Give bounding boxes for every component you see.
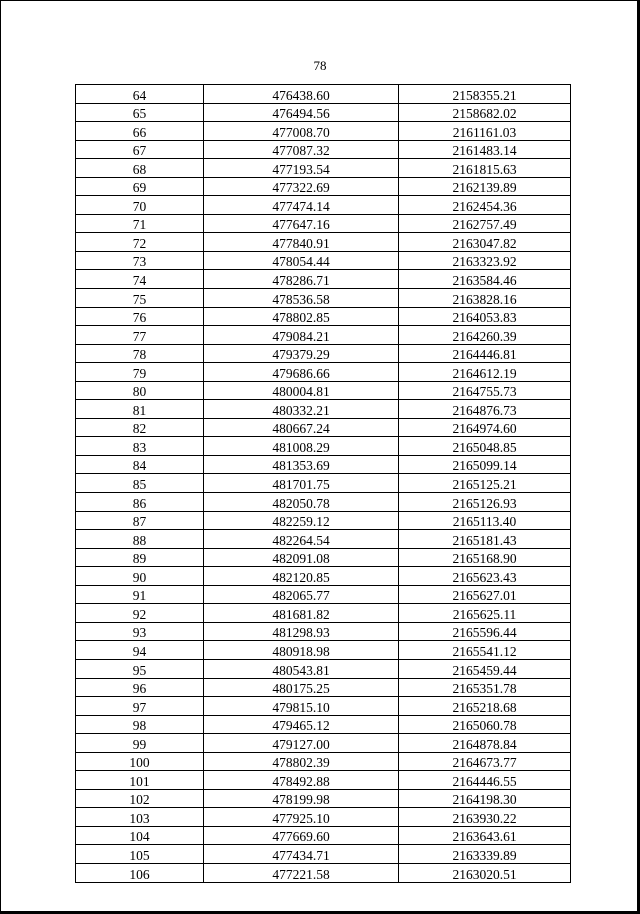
point-number-cell: 71 xyxy=(76,214,204,233)
table-row xyxy=(76,344,571,363)
x-coordinate-cell: 482259.12 xyxy=(204,511,399,530)
x-coordinate-cell: 479465.12 xyxy=(204,715,399,734)
y-coordinate-cell: 2163643.61 xyxy=(399,826,571,845)
x-coordinate-cell: 477647.16 xyxy=(204,214,399,233)
table-row xyxy=(76,659,571,678)
point-number-cell: 67 xyxy=(76,140,204,159)
y-coordinate-cell: 2163828.16 xyxy=(399,289,571,308)
point-number-cell: 87 xyxy=(76,511,204,530)
y-coordinate-cell: 2163584.46 xyxy=(399,270,571,289)
x-coordinate-cell: 477008.70 xyxy=(204,122,399,141)
x-coordinate-cell: 480175.25 xyxy=(204,678,399,697)
point-number-cell: 97 xyxy=(76,697,204,716)
table-row xyxy=(76,196,571,215)
x-coordinate-cell: 479127.00 xyxy=(204,734,399,753)
point-number-cell: 66 xyxy=(76,122,204,141)
point-number-cell: 64 xyxy=(76,85,204,104)
y-coordinate-cell: 2164053.83 xyxy=(399,307,571,326)
x-coordinate-cell: 478492.88 xyxy=(204,771,399,790)
x-coordinate-cell: 476438.60 xyxy=(204,85,399,104)
point-number-cell: 65 xyxy=(76,103,204,122)
x-coordinate-cell: 477925.10 xyxy=(204,808,399,827)
y-coordinate-cell: 2164974.60 xyxy=(399,418,571,437)
y-coordinate-cell: 2165623.43 xyxy=(399,567,571,586)
point-number-cell: 83 xyxy=(76,437,204,456)
point-number-cell: 95 xyxy=(76,659,204,678)
y-coordinate-cell: 2165541.12 xyxy=(399,641,571,660)
point-number-cell: 104 xyxy=(76,826,204,845)
table-row xyxy=(76,863,571,882)
x-coordinate-cell: 480332.21 xyxy=(204,400,399,419)
point-number-cell: 99 xyxy=(76,734,204,753)
coordinates-table xyxy=(75,84,571,883)
x-coordinate-cell: 478286.71 xyxy=(204,270,399,289)
point-number-cell: 72 xyxy=(76,233,204,252)
x-coordinate-cell: 481008.29 xyxy=(204,437,399,456)
x-coordinate-cell: 477669.60 xyxy=(204,826,399,845)
y-coordinate-cell: 2165113.40 xyxy=(399,511,571,530)
point-number-cell: 93 xyxy=(76,622,204,641)
table-row xyxy=(76,437,571,456)
table-row xyxy=(76,678,571,697)
point-number-cell: 100 xyxy=(76,752,204,771)
x-coordinate-cell: 481298.93 xyxy=(204,622,399,641)
table-row xyxy=(76,734,571,753)
x-coordinate-cell: 477474.14 xyxy=(204,196,399,215)
y-coordinate-cell: 2165126.93 xyxy=(399,493,571,512)
point-number-cell: 78 xyxy=(76,344,204,363)
table-row xyxy=(76,122,571,141)
y-coordinate-cell: 2164198.30 xyxy=(399,789,571,808)
point-number-cell: 69 xyxy=(76,177,204,196)
y-coordinate-cell: 2158682.02 xyxy=(399,103,571,122)
table-row xyxy=(76,715,571,734)
y-coordinate-cell: 2165181.43 xyxy=(399,530,571,549)
y-coordinate-cell: 2164260.39 xyxy=(399,326,571,345)
x-coordinate-cell: 480667.24 xyxy=(204,418,399,437)
y-coordinate-cell: 2164755.73 xyxy=(399,381,571,400)
x-coordinate-cell: 478802.39 xyxy=(204,752,399,771)
point-number-cell: 91 xyxy=(76,585,204,604)
y-coordinate-cell: 2162139.89 xyxy=(399,177,571,196)
y-coordinate-cell: 2163339.89 xyxy=(399,845,571,864)
table-row xyxy=(76,400,571,419)
x-coordinate-cell: 478536.58 xyxy=(204,289,399,308)
table-row xyxy=(76,474,571,493)
table-row xyxy=(76,845,571,864)
y-coordinate-cell: 2164673.77 xyxy=(399,752,571,771)
x-coordinate-cell: 476494.56 xyxy=(204,103,399,122)
table-row xyxy=(76,159,571,178)
x-coordinate-cell: 477193.54 xyxy=(204,159,399,178)
x-coordinate-cell: 481681.82 xyxy=(204,604,399,623)
table-row xyxy=(76,511,571,530)
point-number-cell: 82 xyxy=(76,418,204,437)
y-coordinate-cell: 2161815.63 xyxy=(399,159,571,178)
y-coordinate-cell: 2164876.73 xyxy=(399,400,571,419)
x-coordinate-cell: 479379.29 xyxy=(204,344,399,363)
y-coordinate-cell: 2163047.82 xyxy=(399,233,571,252)
x-coordinate-cell: 480918.98 xyxy=(204,641,399,660)
table-row xyxy=(76,251,571,270)
y-coordinate-cell: 2165218.68 xyxy=(399,697,571,716)
table-row xyxy=(76,548,571,567)
table-row xyxy=(76,808,571,827)
y-coordinate-cell: 2161483.14 xyxy=(399,140,571,159)
point-number-cell: 81 xyxy=(76,400,204,419)
y-coordinate-cell: 2163323.92 xyxy=(399,251,571,270)
y-coordinate-cell: 2164446.81 xyxy=(399,344,571,363)
x-coordinate-cell: 479815.10 xyxy=(204,697,399,716)
y-coordinate-cell: 2162454.36 xyxy=(399,196,571,215)
table-row xyxy=(76,826,571,845)
table-row xyxy=(76,103,571,122)
point-number-cell: 103 xyxy=(76,808,204,827)
point-number-cell: 85 xyxy=(76,474,204,493)
table-row xyxy=(76,177,571,196)
x-coordinate-cell: 482264.54 xyxy=(204,530,399,549)
table-row xyxy=(76,697,571,716)
point-number-cell: 80 xyxy=(76,381,204,400)
x-coordinate-cell: 477322.69 xyxy=(204,177,399,196)
y-coordinate-cell: 2165627.01 xyxy=(399,585,571,604)
table-row xyxy=(76,567,571,586)
y-coordinate-cell: 2163930.22 xyxy=(399,808,571,827)
y-coordinate-cell: 2165060.78 xyxy=(399,715,571,734)
x-coordinate-cell: 480004.81 xyxy=(204,381,399,400)
table-row xyxy=(76,214,571,233)
y-coordinate-cell: 2165099.14 xyxy=(399,455,571,474)
table-row xyxy=(76,493,571,512)
x-coordinate-cell: 480543.81 xyxy=(204,659,399,678)
point-number-cell: 105 xyxy=(76,845,204,864)
y-coordinate-cell: 2165625.11 xyxy=(399,604,571,623)
y-coordinate-cell: 2163020.51 xyxy=(399,863,571,882)
x-coordinate-cell: 477087.32 xyxy=(204,140,399,159)
table-row xyxy=(76,455,571,474)
y-coordinate-cell: 2158355.21 xyxy=(399,85,571,104)
point-number-cell: 84 xyxy=(76,455,204,474)
point-number-cell: 86 xyxy=(76,493,204,512)
point-number-cell: 106 xyxy=(76,863,204,882)
x-coordinate-cell: 482120.85 xyxy=(204,567,399,586)
x-coordinate-cell: 481701.75 xyxy=(204,474,399,493)
x-coordinate-cell: 481353.69 xyxy=(204,455,399,474)
point-number-cell: 68 xyxy=(76,159,204,178)
table-row xyxy=(76,418,571,437)
table-row xyxy=(76,530,571,549)
point-number-cell: 94 xyxy=(76,641,204,660)
table-row xyxy=(76,752,571,771)
table-row xyxy=(76,771,571,790)
table-row xyxy=(76,85,571,104)
x-coordinate-cell: 482091.08 xyxy=(204,548,399,567)
table-row xyxy=(76,622,571,641)
table-row xyxy=(76,140,571,159)
page-number: 78 xyxy=(313,58,327,73)
point-number-cell: 88 xyxy=(76,530,204,549)
table-row xyxy=(76,381,571,400)
point-number-cell: 77 xyxy=(76,326,204,345)
table-row xyxy=(76,307,571,326)
point-number-cell: 75 xyxy=(76,289,204,308)
table-row xyxy=(76,326,571,345)
point-number-cell: 96 xyxy=(76,678,204,697)
y-coordinate-cell: 2164612.19 xyxy=(399,363,571,382)
point-number-cell: 90 xyxy=(76,567,204,586)
x-coordinate-cell: 482050.78 xyxy=(204,493,399,512)
x-coordinate-cell: 477840.91 xyxy=(204,233,399,252)
x-coordinate-cell: 477221.58 xyxy=(204,863,399,882)
y-coordinate-cell: 2162757.49 xyxy=(399,214,571,233)
y-coordinate-cell: 2164446.55 xyxy=(399,771,571,790)
x-coordinate-cell: 478054.44 xyxy=(204,251,399,270)
point-number-cell: 74 xyxy=(76,270,204,289)
y-coordinate-cell: 2165125.21 xyxy=(399,474,571,493)
point-number-cell: 89 xyxy=(76,548,204,567)
table-row xyxy=(76,585,571,604)
y-coordinate-cell: 2164878.84 xyxy=(399,734,571,753)
point-number-cell: 101 xyxy=(76,771,204,790)
y-coordinate-cell: 2165168.90 xyxy=(399,548,571,567)
point-number-cell: 102 xyxy=(76,789,204,808)
table-row xyxy=(76,789,571,808)
point-number-cell: 98 xyxy=(76,715,204,734)
x-coordinate-cell: 478199.98 xyxy=(204,789,399,808)
point-number-cell: 73 xyxy=(76,251,204,270)
y-coordinate-cell: 2165596.44 xyxy=(399,622,571,641)
table-row xyxy=(76,233,571,252)
x-coordinate-cell: 482065.77 xyxy=(204,585,399,604)
point-number-cell: 76 xyxy=(76,307,204,326)
table-row xyxy=(76,270,571,289)
x-coordinate-cell: 477434.71 xyxy=(204,845,399,864)
y-coordinate-cell: 2161161.03 xyxy=(399,122,571,141)
y-coordinate-cell: 2165459.44 xyxy=(399,659,571,678)
table-body xyxy=(76,85,571,883)
table-row xyxy=(76,641,571,660)
y-coordinate-cell: 2165048.85 xyxy=(399,437,571,456)
y-coordinate-cell: 2165351.78 xyxy=(399,678,571,697)
table-row xyxy=(76,289,571,308)
x-coordinate-cell: 479084.21 xyxy=(204,326,399,345)
point-number-cell: 79 xyxy=(76,363,204,382)
point-number-cell: 70 xyxy=(76,196,204,215)
x-coordinate-cell: 479686.66 xyxy=(204,363,399,382)
point-number-cell: 92 xyxy=(76,604,204,623)
table-row xyxy=(76,363,571,382)
x-coordinate-cell: 478802.85 xyxy=(204,307,399,326)
table-row xyxy=(76,604,571,623)
